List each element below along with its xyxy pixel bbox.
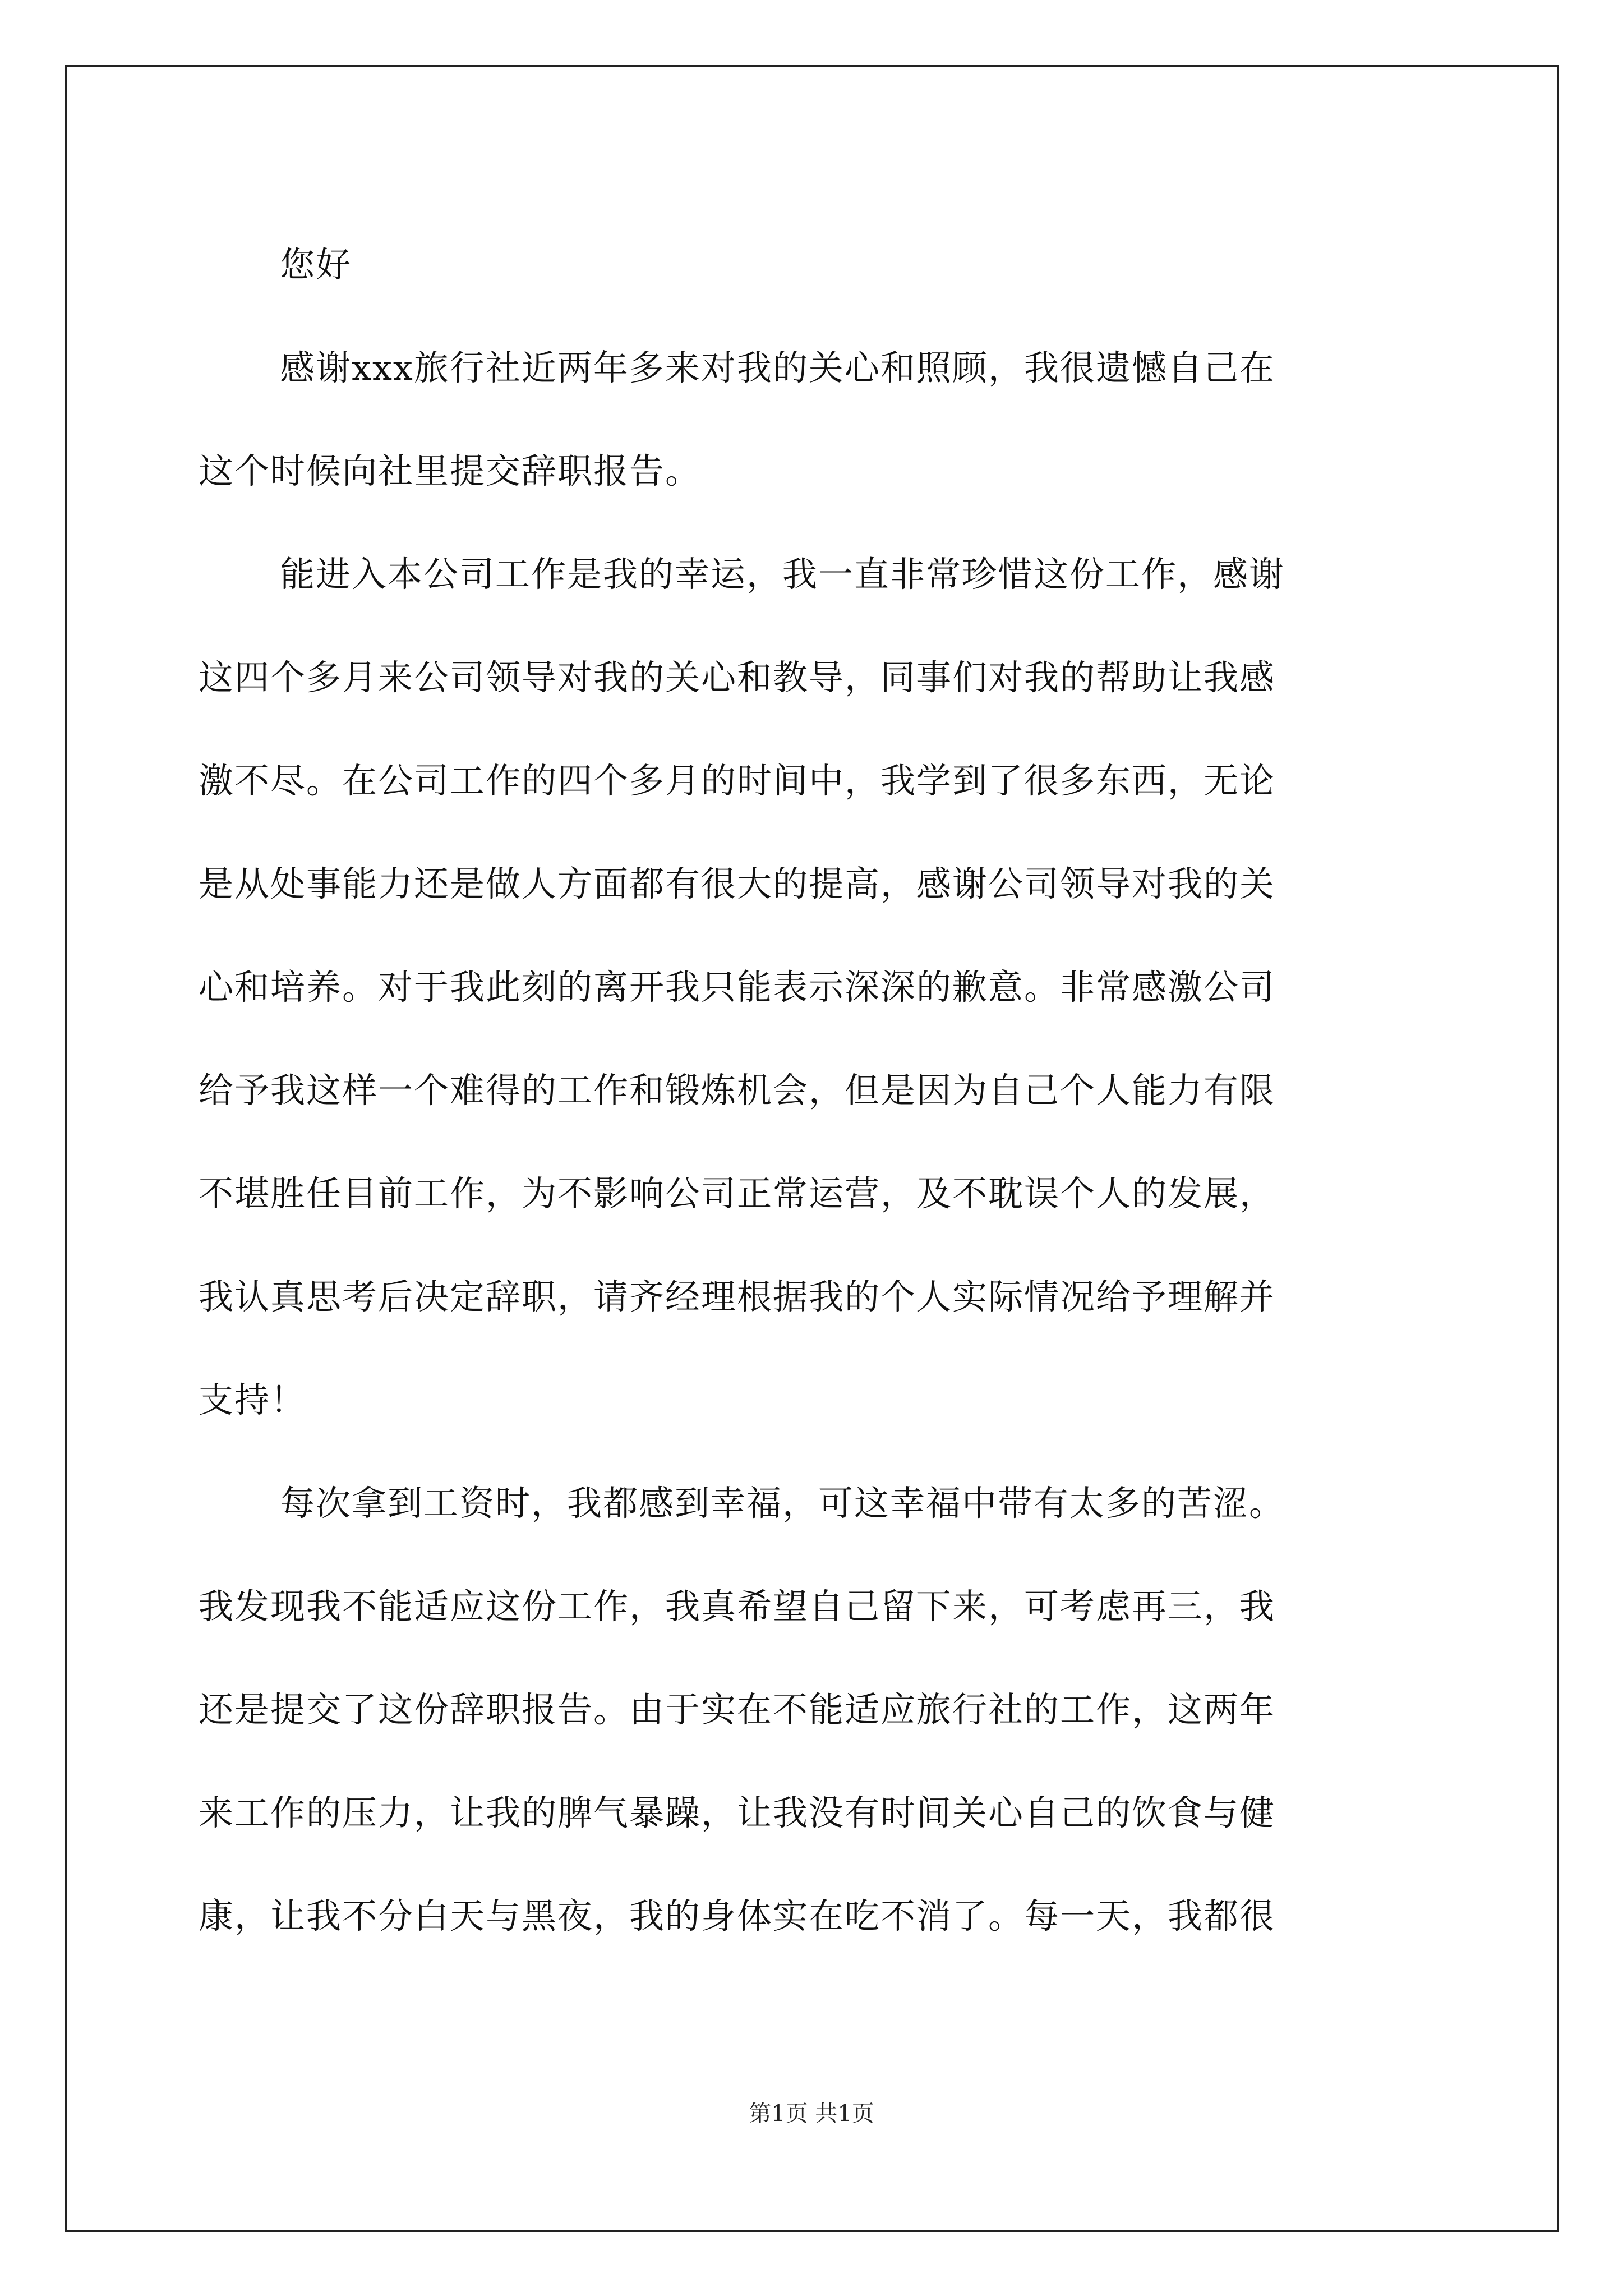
paragraph-2-line-4: 是从处事能力还是做人方面都有很大的提高，感谢公司领导对我的关 [199, 863, 1276, 904]
paragraph-3-line-1: 每次拿到工资时，我都感到幸福，可这幸福中带有太多的苦涩。 [280, 1483, 1285, 1524]
paragraph-2-line-1: 能进入本公司工作是我的幸运，我一直非常珍惜这份工作，感谢 [280, 554, 1285, 595]
paragraph-1-line-2: 这个时候向社里提交辞职报告。 [199, 450, 702, 491]
paragraph-2-line-6: 给予我这样一个难得的工作和锻炼机会，但是因为自己个人能力有限 [199, 1070, 1276, 1111]
paragraph-2-line-9: 支持！ [199, 1379, 307, 1420]
paragraph-3-line-3: 还是提交了这份辞职报告。由于实在不能适应旅行社的工作，这两年 [199, 1689, 1276, 1730]
paragraph-2-line-8: 我认真思考后决定辞职，请齐经理根据我的个人实际情况给予理解并 [199, 1276, 1276, 1317]
paragraph-3-line-5: 康，让我不分白天与黑夜，我的身体实在吃不消了。每一天，我都很 [199, 1895, 1276, 1936]
letter-body [199, 213, 1432, 1968]
paragraph-1-line-1: 感谢xxx旅行社近两年多来对我的关心和照顾，我很遗憾自己在 [280, 347, 1275, 388]
paragraph-2-line-5: 心和培养。对于我此刻的离开我只能表示深深的歉意。非常感激公司 [199, 967, 1276, 1007]
paragraph-2-line-3: 激不尽。在公司工作的四个多月的时间中，我学到了很多东西，无论 [199, 760, 1276, 801]
page-number-footer: 第1页 共1页 [749, 2101, 874, 2127]
paragraph-3-line-4: 来工作的压力，让我的脾气暴躁，让我没有时间关心自己的饮食与健 [199, 1792, 1276, 1833]
paragraph-2-line-7: 不堪胜任目前工作，为不影响公司正常运营，及不耽误个人的发展， [199, 1173, 1276, 1214]
greeting-line: 您好 [280, 244, 352, 285]
paragraph-2-line-2: 这四个多月来公司领导对我的关心和教导，同事们对我的帮助让我感 [199, 657, 1276, 698]
paragraph-3-line-2: 我发现我不能适应这份工作，我真希望自己留下来，可考虑再三，我 [199, 1586, 1276, 1627]
